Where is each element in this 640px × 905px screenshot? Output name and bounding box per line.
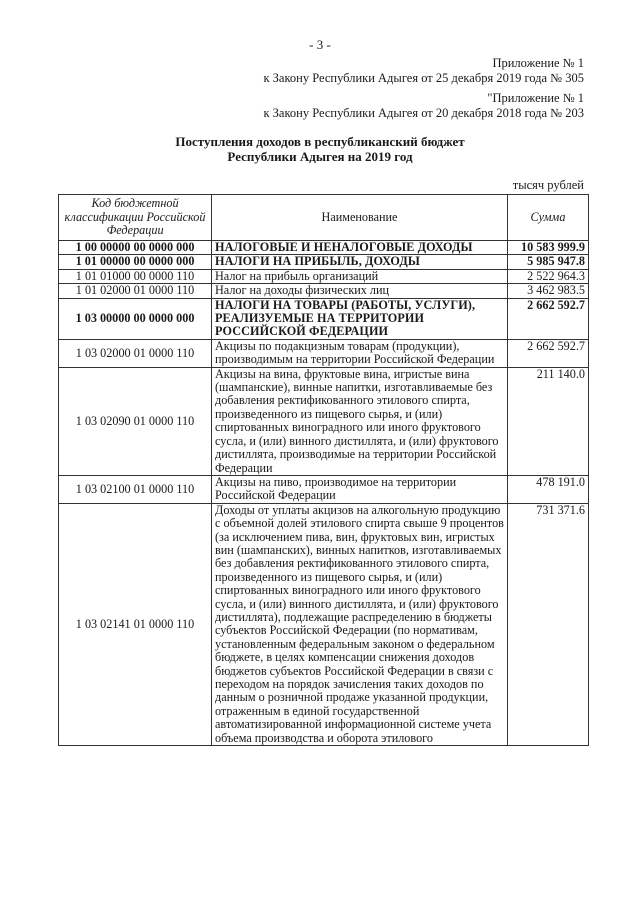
header-code: Код бюджетной классификации Российской Федерации [59,195,212,241]
units-label: тысяч рублей [512,178,584,192]
table-row [59,269,589,283]
table-row [59,298,589,339]
table-row [59,339,589,367]
header-name: Наименование [212,195,508,241]
page-number: - 3 - [309,37,331,52]
table-row [59,255,589,269]
row-code: 1 03 00000 00 0000 000 [59,298,212,339]
row-sum: 478 191.0 [508,475,589,503]
row-code: 1 01 00000 00 0000 000 [59,255,212,269]
row-code: 1 03 02100 01 0000 110 [59,475,212,503]
table-row [59,241,589,255]
row-name: Акцизы на вина, фруктовые вина, игристые вина (шампанские), винные напитки, изготавливаемые без добавления ректификованного этилового спирта, произведенного из пищевого сырья, и (или) спиртованных виноградного или иного фруктового сусла, и (или) винного дистиллята, и (или) фруктового дистиллята, производимые на территории Российской Федерации [212,367,508,475]
table-header-row [59,195,589,241]
table-row [59,503,589,745]
row-name: Акцизы по подакцизным товарам (продукции), производимым на территории Российской Федерации [212,339,508,367]
document-title [0,134,640,164]
table-body [59,241,589,746]
row-code: 1 01 01000 00 0000 110 [59,269,212,283]
row-name: Налог на прибыль организаций [212,269,508,283]
row-name: Доходы от уплаты акцизов на алкогольную продукцию с объемной долей этилового спирта свыше 9 процентов (за исключением пива, вин, фруктовых вин, игристых вин (шампанских), винных напитков, изготавливаемых без добавления ректификованного этилового спирта, произведенного из пищевого сырья, и (или) спиртованных виноградного или иного фруктового сусла, и (или) винного дистиллята, и (или) фруктового дистиллята), подлежащие распределению в бюджеты субъектов Российской Федерации (по нормативам, установленным федеральным законом о федеральном бюджете, в целях компенсации снижения доходов бюджетов субъектов Российской Федерации в связи с переходом на порядок зачисления таких доходов по данным о розничной продаже указанной продукции, отраженным в единой государственной автоматизированной информационной системе учета объема производства и оборота этилового [212,503,508,745]
row-name: НАЛОГОВЫЕ И НЕНАЛОГОВЫЕ ДОХОДЫ [212,241,508,255]
header-sum: Сумма [508,195,589,241]
row-code: 1 03 02000 01 0000 110 [59,339,212,367]
row-sum: 2 662 592.7 [508,339,589,367]
appendix-old-line1: "Приложение № 1 [487,91,584,105]
table-row [59,367,589,475]
table-row [59,475,589,503]
appendix-old-line2: к Закону Республики Адыгея от 20 декабря 2018 года № 203 [263,106,584,120]
document-title-line2: Республики Адыгея на 2019 год [227,149,413,164]
row-sum: 3 462 983.5 [508,284,589,298]
row-name: НАЛОГИ НА ПРИБЫЛЬ, ДОХОДЫ [212,255,508,269]
row-code: 1 01 02000 01 0000 110 [59,284,212,298]
row-code: 1 03 02141 01 0000 110 [59,503,212,745]
row-sum: 2 662 592.7 [508,298,589,339]
row-name: Налог на доходы физических лиц [212,284,508,298]
row-sum: 731 371.6 [508,503,589,745]
row-code: 1 00 00000 00 0000 000 [59,241,212,255]
table-row [59,284,589,298]
row-sum: 2 522 964.3 [508,269,589,283]
appendix-new-line2: к Закону Республики Адыгея от 25 декабря 2019 года № 305 [263,71,584,85]
appendix-old-reference [263,91,584,121]
appendix-new-reference [263,56,584,86]
row-name: НАЛОГИ НА ТОВАРЫ (РАБОТЫ, УСЛУГИ), РЕАЛИЗУЕМЫЕ НА ТЕРРИТОРИИ РОССИЙСКОЙ ФЕДЕРАЦИИ [212,298,508,339]
row-sum: 5 985 947.8 [508,255,589,269]
row-code: 1 03 02090 01 0000 110 [59,367,212,475]
revenue-table [58,194,589,746]
appendix-new-line1: Приложение № 1 [492,56,584,70]
row-sum: 211 140.0 [508,367,589,475]
row-name: Акцизы на пиво, производимое на территории Российской Федерации [212,475,508,503]
row-sum: 10 583 999.9 [508,241,589,255]
document-title-line1: Поступления доходов в республиканский бюджет [175,134,465,149]
